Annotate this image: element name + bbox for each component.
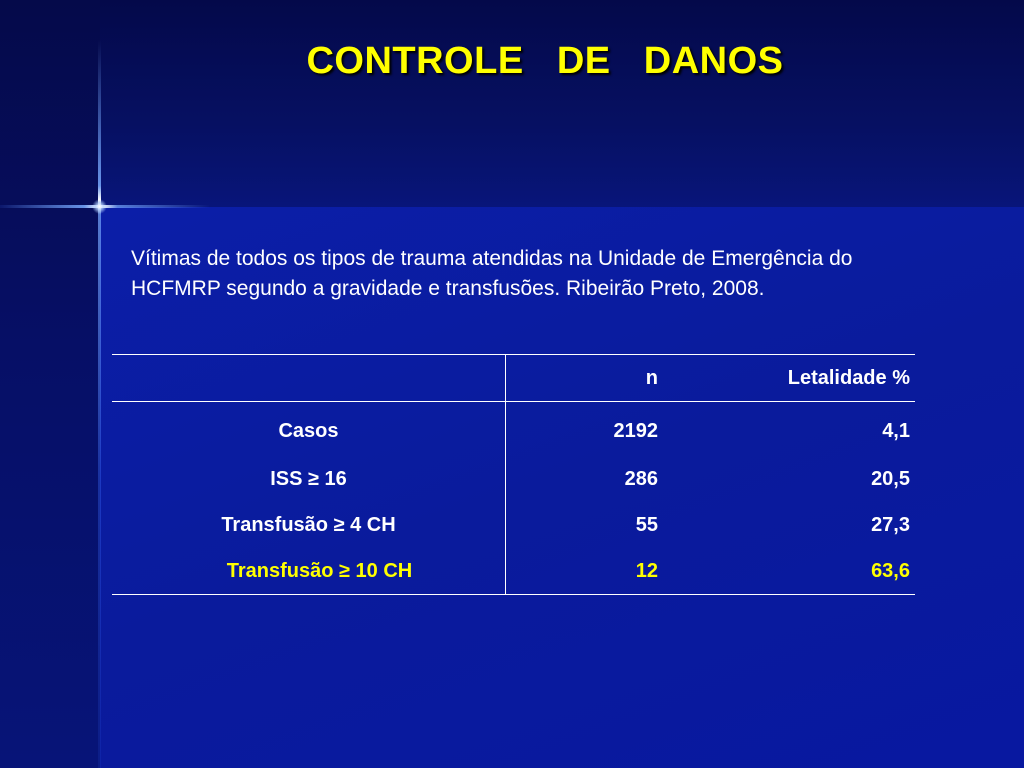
row-n-cell: 286 bbox=[624, 467, 658, 490]
row-lethality-cell: 20,5 bbox=[871, 467, 910, 490]
row-label-cell: Transfusão ≥ 4 CH bbox=[112, 502, 506, 548]
row-label-cell: Casos bbox=[112, 402, 506, 457]
table-row bbox=[112, 502, 915, 548]
light-flare-vertical bbox=[98, 40, 101, 768]
header-label-cell bbox=[112, 355, 506, 402]
row-label-cell: Transfusão ≥ 10 CH bbox=[112, 548, 506, 595]
table-row-highlighted bbox=[112, 548, 915, 595]
row-label-cell: ISS ≥ 16 bbox=[112, 456, 506, 502]
row-n-cell: 2192 bbox=[613, 419, 658, 442]
row-lethality-cell: 4,1 bbox=[882, 419, 910, 442]
table-row bbox=[112, 456, 915, 502]
lethality-table bbox=[112, 354, 915, 595]
row-lethality-cell: 27,3 bbox=[871, 513, 910, 536]
table-row bbox=[112, 402, 915, 457]
row-lethality-cell: 63,6 bbox=[658, 548, 915, 595]
table-header-row bbox=[112, 355, 915, 402]
background-left-band bbox=[0, 0, 100, 768]
background-top-band bbox=[100, 0, 1024, 207]
light-flare-star-icon bbox=[92, 199, 107, 214]
row-n-cell: 12 bbox=[506, 548, 659, 595]
slide-title: CONTROLE DE DANOS bbox=[306, 40, 784, 82]
row-n-cell: 55 bbox=[635, 513, 658, 536]
table-caption: Vítimas de todos os tipos de trauma atendidas na Unidade de Emergência do HCFMRP segundo a gravidade e transfusões. Ribeirão Preto, 2008. bbox=[131, 247, 853, 300]
header-n-cell: n bbox=[506, 355, 659, 402]
header-lethality-cell: Letalidade % bbox=[658, 355, 915, 402]
